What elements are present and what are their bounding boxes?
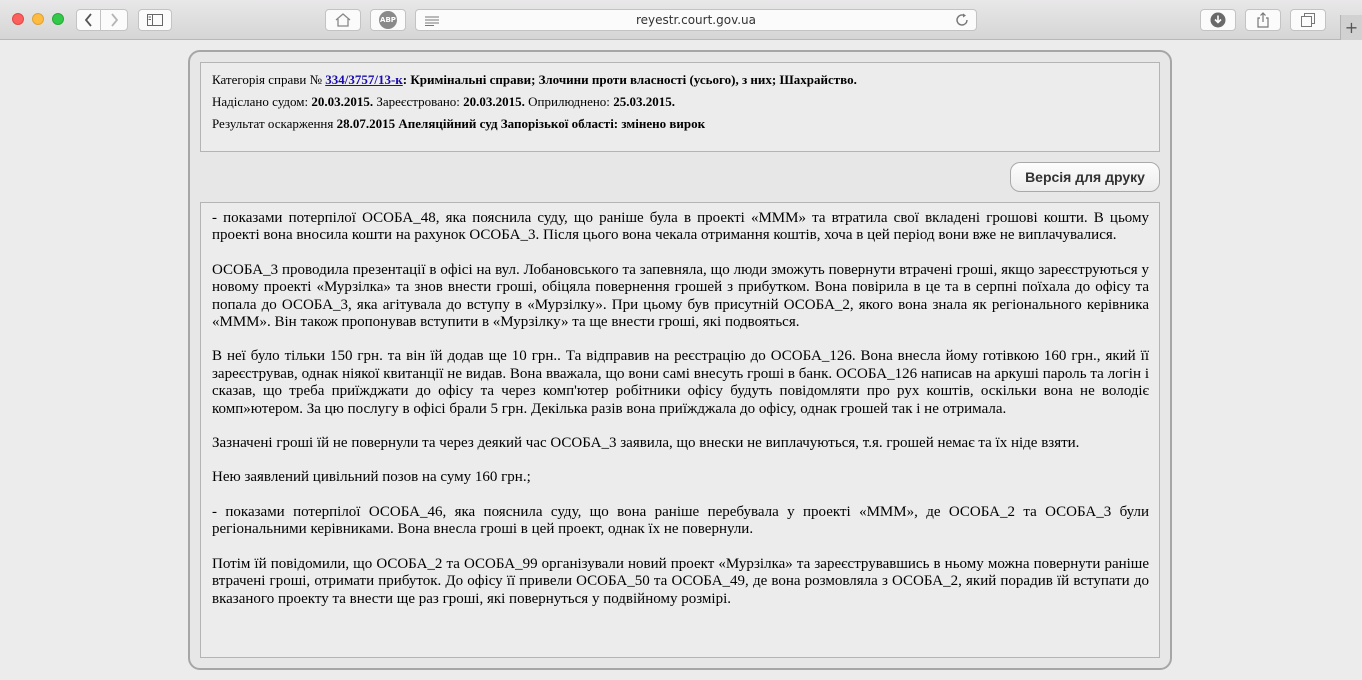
share-button[interactable]: [1245, 9, 1281, 31]
case-category-row: [212, 71, 1159, 93]
forward-button[interactable]: [100, 9, 128, 31]
download-icon: [1210, 12, 1226, 28]
tabs-overview-button[interactable]: [1290, 9, 1326, 31]
url-text: reyestr.court.gov.ua: [635, 13, 757, 27]
category-label: Категорія справи №: [212, 72, 326, 87]
sent-label: Надіслано судом:: [212, 94, 312, 109]
sent-date: 20.03.2015.: [311, 94, 374, 109]
case-meta-box: [200, 62, 1160, 152]
sidebar-icon: [147, 14, 163, 26]
print-version-button[interactable]: Версія для друку: [1010, 162, 1160, 192]
paragraph: В неї було тільки 150 грн. та він їй додав ще 10 грн.. Та відправив на реєстрацію до ОСОБА_126. Вона внесла йому готівкою 160 грн., який її зареєстрував, однак ніякої квитанції не видав. Вона вважала, що вони самі внесуть гроші в банк. ОСОБА_126 написав на аркуші пароль та логін і сказав, що треба приїжджати до офісу та через комп'ютер робітники офісу будуть повідомляти про рух коштів, оскільки вона не володіє комп»ютером. За цю послугу в офісі брали 5 грн. Декілька разів вона приїжджала до офісу, однак грошей так і не отримала.: [212, 348, 1149, 417]
case-dates-row: [212, 93, 1159, 115]
chevron-right-icon: [109, 13, 119, 27]
adblock-icon: ABP: [379, 11, 397, 29]
reload-icon[interactable]: [955, 13, 969, 27]
sidebar-button[interactable]: [138, 9, 172, 31]
home-button[interactable]: [325, 9, 361, 31]
web-page: [0, 40, 1362, 680]
downloads-button[interactable]: [1200, 9, 1236, 31]
browser-toolbar: [0, 0, 1362, 40]
chevron-left-icon: [84, 13, 94, 27]
appeal-result-row: [212, 115, 1159, 137]
case-number-link[interactable]: 334/3757/13-к: [325, 72, 403, 87]
paragraph: Потім їй повідомили, що ОСОБА_2 та ОСОБА_99 організували новий проект «Мурзілка» та зареєструвавшись в ньому можна повернути раніше втрачені гроші, отримати прибуток. До офісу її привели ОСОБА_50 та ОСОБА_49, де вона розмовляла з ОСОБА_2, який порадив їй вступати до вказаного проекту та внести ще раз гроші, які повернуться у подвійному розмірі.: [212, 555, 1149, 607]
registered-label: Зареєстровано:: [373, 94, 464, 109]
appeal-label: Результат оскарження: [212, 116, 337, 131]
minimize-window-button[interactable]: [32, 13, 44, 25]
home-icon: [335, 13, 351, 27]
back-button[interactable]: [76, 9, 101, 31]
decision-text: [200, 202, 1160, 658]
close-window-button[interactable]: [12, 13, 24, 25]
category-value: : Кримінальні справи; Злочини проти власності (усього), з них; Шахрайство.: [402, 72, 857, 87]
zoom-window-button[interactable]: [52, 13, 64, 25]
published-label: Оприлюднено:: [524, 94, 614, 109]
share-icon: [1256, 12, 1270, 28]
appeal-value: 28.07.2015 Апеляційний суд Запорізької області: змінено вирок: [336, 116, 706, 131]
paragraph: ОСОБА_3 проводила презентації в офісі на вул. Лобановського та запевняла, що люди зможуть повернути втрачені гроші, якщо зареєструються у новому проекті «Мурзілка» та знов внести гроші, обіцяла повернення грошей з прибутком. Вона повірила в це та в серпні поїхала до офісу та попала до ОСОБА_3, яка агітувала до вступу в «Мурзілку». При цьому був присутній ОСОБА_2, якого вона знала як регіонального керівника «МММ». Він також пропонував вступити в «Мурзілку» та ще внести гроші, які подвояться.: [212, 261, 1149, 331]
registered-date: 20.03.2015.: [463, 94, 525, 109]
adblock-button[interactable]: [370, 9, 406, 31]
paragraph: - показами потерпілої ОСОБА_48, яка пояснила суду, що раніше була в проекті «МММ» та втратила свої вкладені грошові кошти. В цьому проекті вона вносила кошти на рахунок ОСОБА_3. Після цього вона чекала отримання коштів, хоча в цей період вони вже не виплачувалися.: [212, 210, 1149, 244]
published-date: 25.03.2015.: [613, 94, 675, 109]
document-panel: [188, 50, 1172, 670]
address-bar[interactable]: [415, 9, 977, 31]
paragraph: Нею заявлений цивільний позов на суму 160 грн.;: [212, 469, 531, 486]
new-tab-button[interactable]: +: [1340, 15, 1362, 40]
tabs-icon: [1301, 13, 1315, 27]
paragraph: - показами потерпілої ОСОБА_46, яка пояснила суду, що вона раніше перебувала у проекті «МММ», де ОСОБА_2 та ОСОБА_3 були регіональними керівниками. Вона внесла гроші в цей проект, однак їх не повернули.: [212, 503, 1149, 538]
paragraph: Зазначені гроші їй не повернули та через деякий час ОСОБА_3 заявила, що внески не виплачуються, т.я. грошей немає та їх ніде взяти.: [212, 435, 1080, 452]
